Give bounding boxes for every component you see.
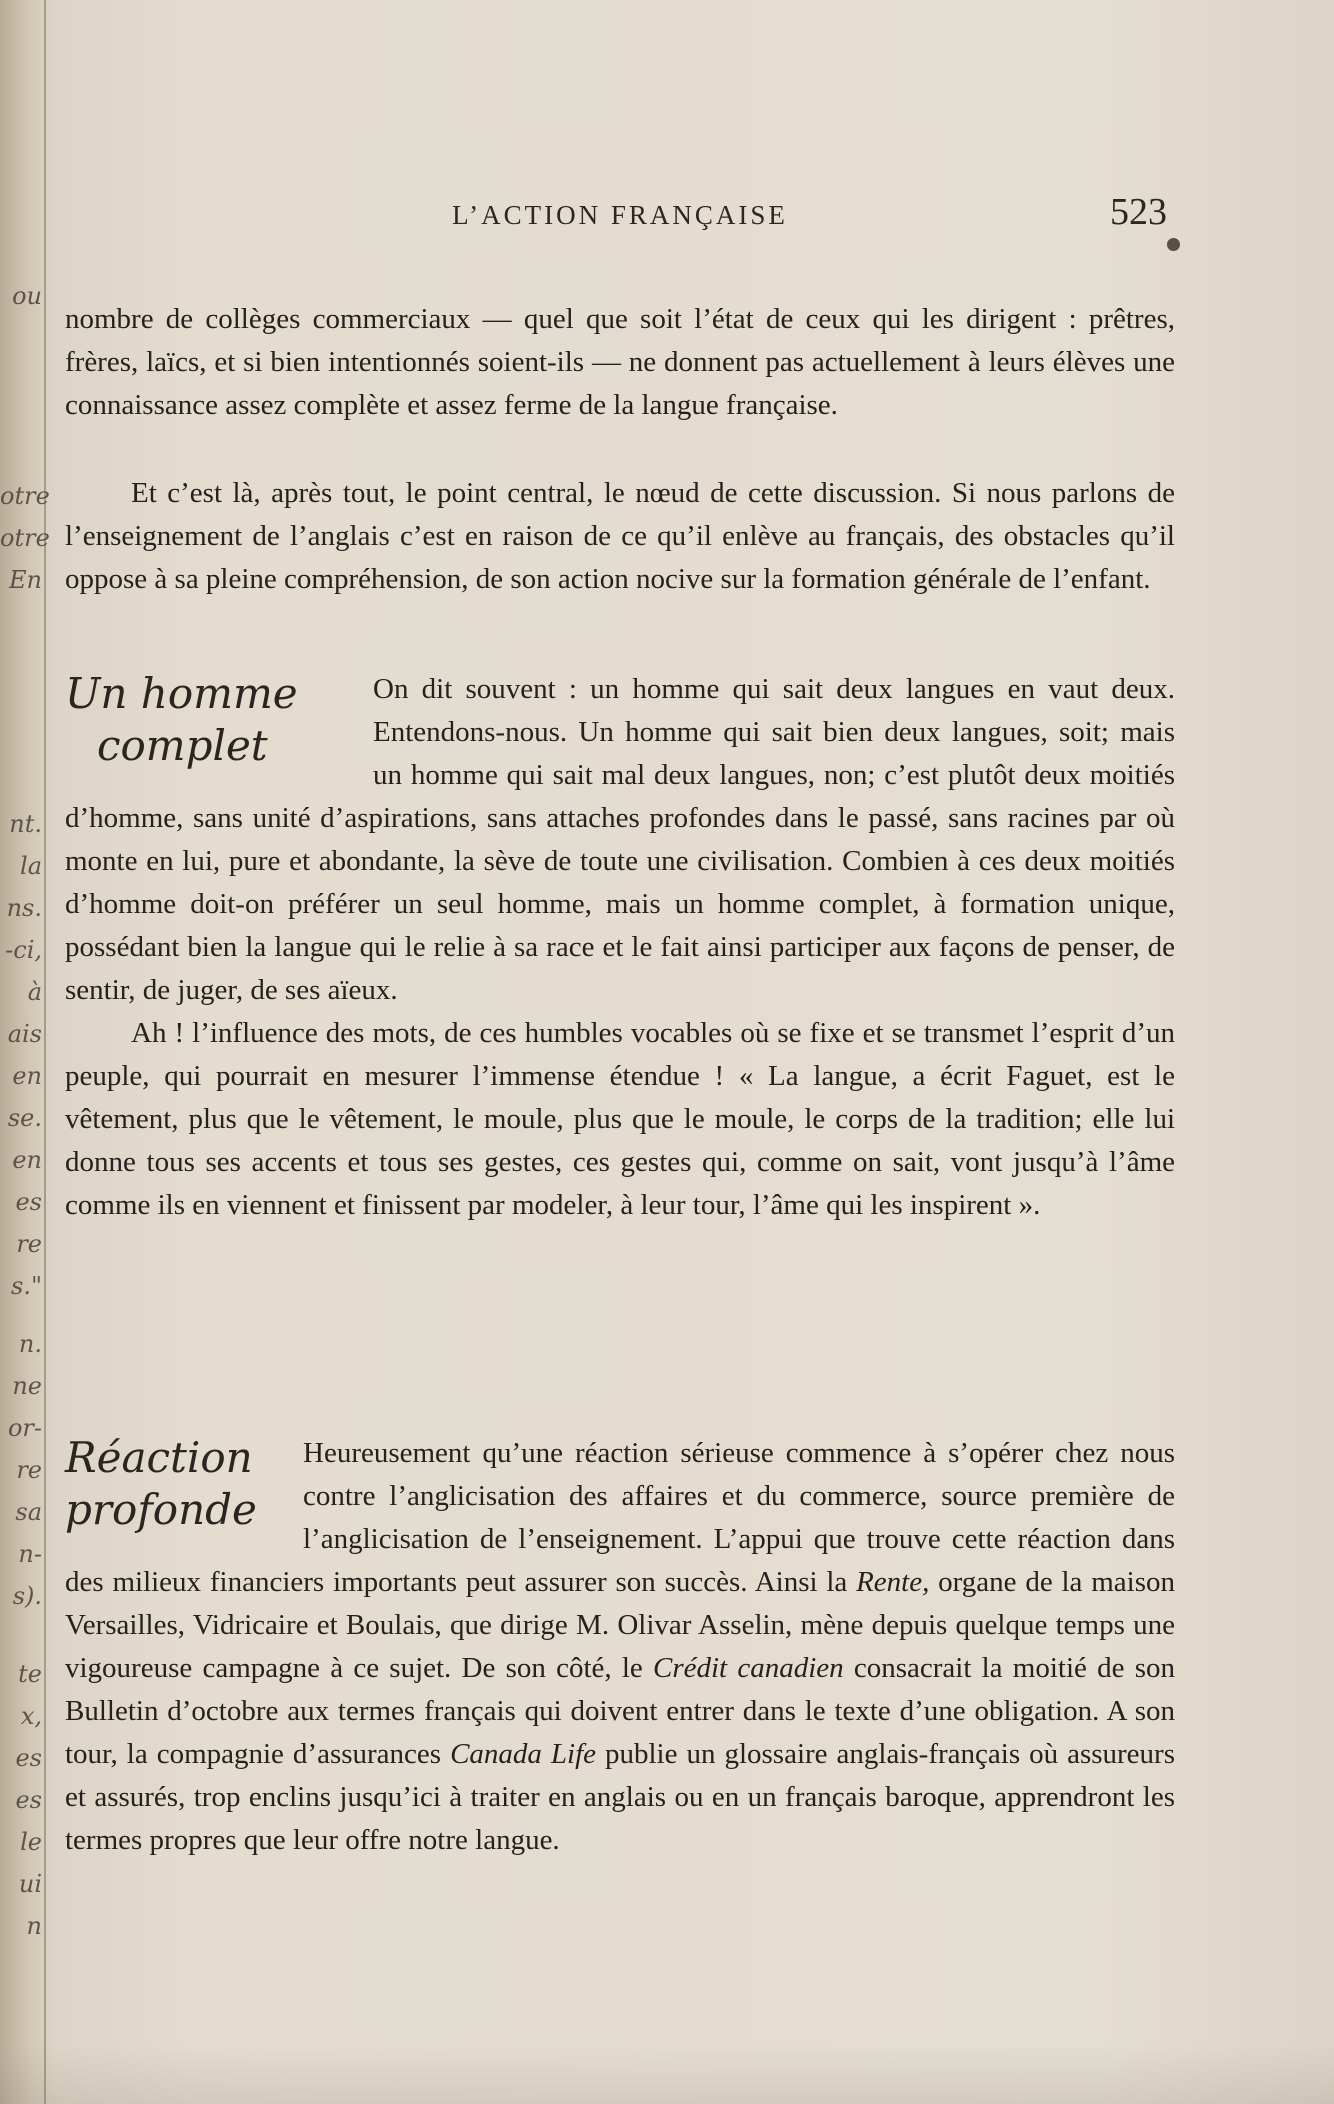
paragraph-text: Et c’est là, après tout, le point central, le nœud de cette discussion. Si nous parlons de l’enseignement de l’anglais c’est en raison de ce qu’il enlève au français, des obstacles qu’il oppose à sa pleine compréhension, de son action nocive sur la formation générale de l’enfant.	[65, 477, 1175, 595]
facing-page-fragment: n.	[18, 1330, 42, 1358]
side-heading	[65, 668, 355, 772]
facing-page-fragment: ns.	[6, 894, 42, 922]
facing-page-fragment: la	[20, 852, 42, 880]
text-run: organe de la maison Versailles, Vidricaire et Boulais, que dirige M. Olivar Asselin, mène depuis quelque temps une vigoureuse campagne à ce sujet. De son côté, le	[65, 1566, 1175, 1684]
text-run: publie un glossaire anglais-français où assureurs et assurés, trop enclins jusqu’ici à traiter en anglais ou en un français baroque, apprendront les termes propres que leur offre notre langue.	[65, 1738, 1175, 1856]
section-reaction-profonde	[65, 1432, 1175, 1862]
facing-page-fragment: es	[15, 1188, 42, 1216]
paragraph-continued	[65, 298, 1175, 427]
facing-page-fragment: ais	[7, 1020, 42, 1048]
facing-page-fragment: En	[9, 566, 42, 594]
facing-page-fragment: nt.	[9, 810, 42, 838]
facing-page-fragment: se.	[7, 1104, 42, 1132]
facing-page-fragment: s).	[12, 1582, 42, 1610]
ink-spot	[1167, 238, 1180, 251]
paragraph-text: nombre de collèges commerciaux — quel que soit l’état de ceux qui les dirigent : prêtres, frères, laïcs, et si bien intentionnés soient-ils — ne donnent pas actuellement à leurs élèves une connaissance assez complète et assez ferme de la langue française.	[65, 303, 1175, 421]
text-run: consacrait la moitié de son Bulletin d’octobre aux termes français qui doivent entrer dans le texte d’une obligation. A son tour, la compagnie d’assurances	[65, 1652, 1175, 1770]
periodical-title: Crédit canadien	[653, 1652, 844, 1684]
facing-page-fragment: re	[16, 1456, 42, 1484]
facing-page-fragment: en	[12, 1146, 42, 1174]
facing-page-fragment: ou	[12, 282, 42, 310]
facing-page-fragment: es	[15, 1744, 42, 1772]
facing-page-fragment: à	[27, 978, 42, 1006]
section-un-homme-complet	[65, 668, 1175, 1227]
paragraph-text: Ah ! l’influence des mots, de ces humbles vocables où se fixe et se transmet l’esprit d’un peuple, qui pourrait en mesurer l’immense étendue ! « La langue, a écrit Faguet, est le vêtement, plus que le vêtement, le moule, plus que le moule, le corps de la tradition; elle lui donne tous ses accents et tous ses gestes, ces gestes qui, comme on sait, vont jusqu’à l’âme comme ils en viennent et finissent par modeler, à leur tour, l’âme qui les inspirent ».	[65, 1017, 1175, 1221]
facing-page-fragment: or-	[7, 1414, 42, 1442]
side-heading-line: Réaction	[65, 1433, 253, 1482]
facing-page-fragment: ui	[18, 1870, 42, 1898]
side-heading	[65, 1432, 285, 1536]
facing-page-fragment: s."	[11, 1272, 42, 1300]
text-run: Heureusement qu’une réaction sérieuse commence à s’opérer chez nous contre l’anglicisation des affaires et du commerce, source première de l’anglicisation de l’enseignement. L’appui que trouve cette réaction dans des milieux financiers importants peut assurer son succès. Ainsi la	[65, 1437, 1175, 1598]
side-heading-line: complet	[97, 721, 268, 770]
facing-page-fragment: sa	[15, 1498, 42, 1526]
facing-page-fragment: en	[12, 1062, 42, 1090]
facing-page-fragment: es	[15, 1786, 42, 1814]
facing-page-fragment: le	[20, 1828, 42, 1856]
side-heading-line: profonde	[65, 1485, 257, 1534]
facing-page-fragment: re	[16, 1230, 42, 1258]
facing-page-fragment: n	[26, 1912, 42, 1940]
facing-page-fragment: te	[18, 1660, 42, 1688]
facing-page-fragment: otre	[0, 524, 50, 552]
paragraph-text: On dit souvent : un homme qui sait deux langues en vaut deux. Entendons-nous. Un homme qui sait bien deux langues, soit; mais un homme qui sait mal deux langues, non; c’est plutôt deux moitiés d’homme, sans unité d’aspirations, sans attaches profondes dans le passé, sans racines par où monte en lui, pure et abondante, la sève de toute une civilisation. Combien à ces deux moitiés d’homme doit-on préférer un seul homme, mais un homme complet, à formation unique, possédant bien la langue qui le relie à sa race et le fait ainsi participer aux façons de penser, de sentir, de juger, de ses aïeux.	[65, 673, 1175, 1006]
facing-page-fragment: otre	[0, 482, 50, 510]
running-title: L’ACTION FRANÇAISE	[452, 200, 788, 230]
facing-page-fragment: -ci,	[5, 936, 42, 964]
page-shadow	[0, 2044, 1334, 2104]
facing-page-fragment: x,	[20, 1702, 42, 1730]
page-number: 523	[1110, 191, 1167, 233]
side-heading-line: Un homme	[65, 669, 298, 718]
periodical-title: Rente,	[856, 1566, 930, 1598]
facing-page-fragment: ne	[12, 1372, 42, 1400]
facing-page-fragment: n-	[18, 1540, 42, 1568]
paragraph	[65, 472, 1175, 601]
company-name: Canada Life	[450, 1738, 597, 1770]
